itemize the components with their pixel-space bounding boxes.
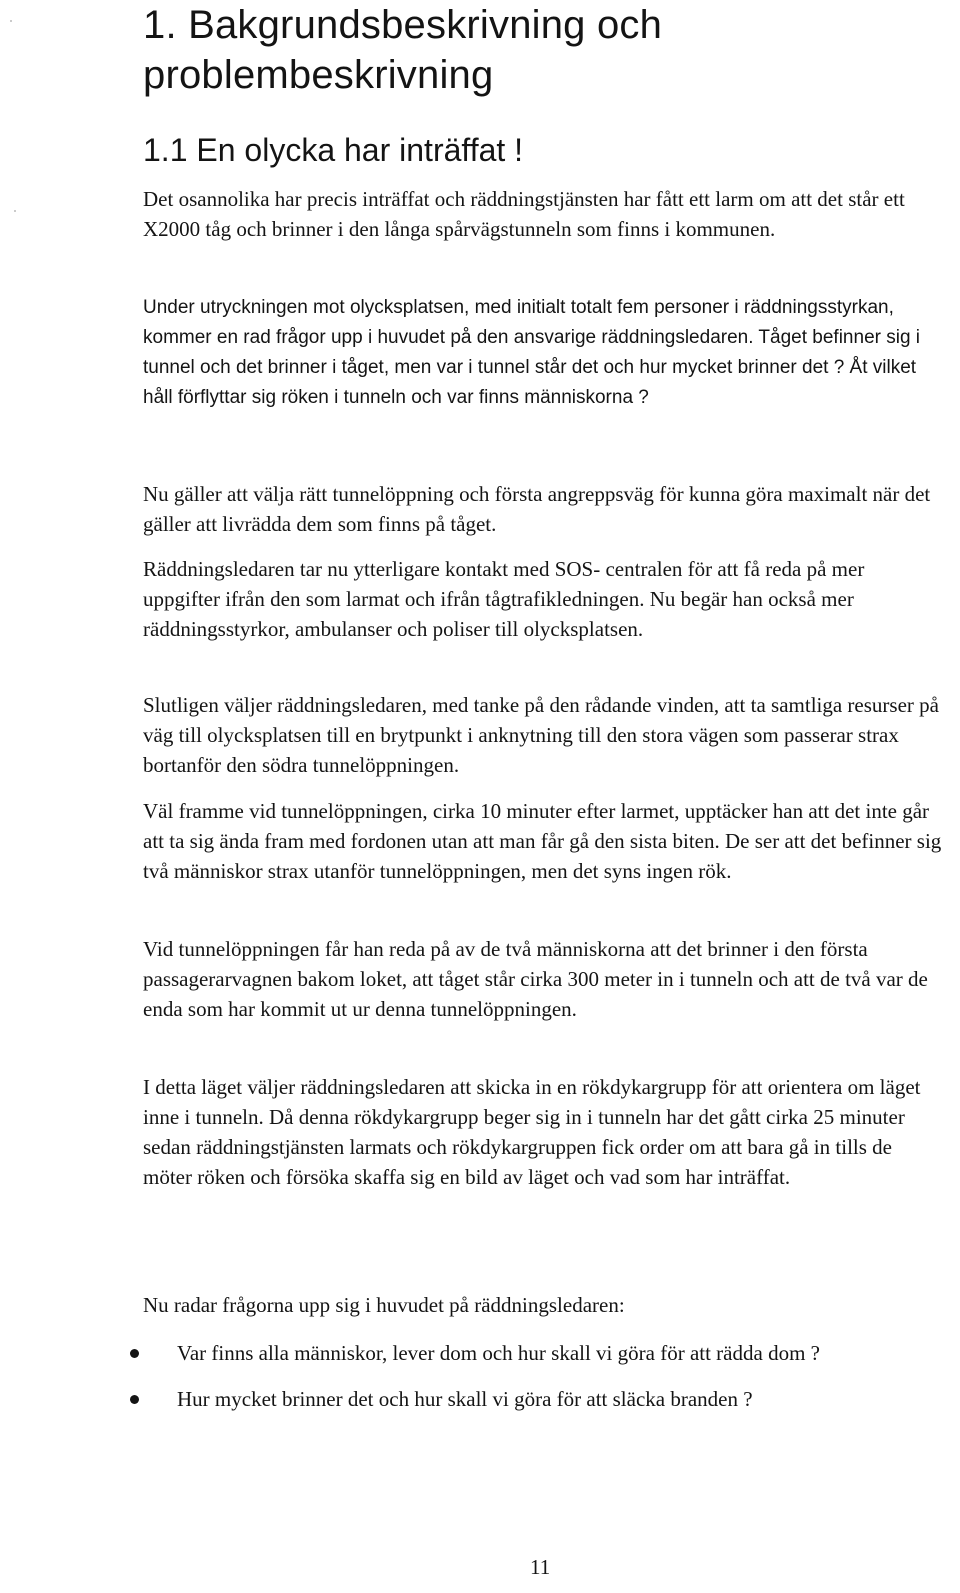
paragraph-framme: Väl framme vid tunnelöppningen, cirka 10 minuter efter larmet, upptäcker han att det inte går att ta sig ända fram med fordonen utan att man får gå den sista biten. De ser att det befinner sig två människor strax utanför tunnelöppningen, men det syns ingen rök. <box>143 799 942 883</box>
page-number: 11 <box>530 1555 551 1579</box>
paragraph-information: Vid tunnelöppningen får han reda på av de två människorna att det brinner i den första passagerarvagnen bakom loket, att tåget står cirka 300 meter in i tunneln och att de två var de enda som har kommit ut ur denna tunnelöppningen. <box>143 937 928 1021</box>
bullet-icon <box>130 1349 139 1358</box>
list-item <box>130 1338 920 1368</box>
scan-speck <box>10 20 12 22</box>
chapter-heading: 1. Bakgrundsbeskrivning och problembeskrivning <box>143 3 663 97</box>
paragraph-tunnelopening: Nu gäller att välja rätt tunnelöppning och första angreppsväg för kunna göra maximalt när det gäller att livrädda dem som finns på tåget. <box>143 482 931 536</box>
paragraph-utryckning: Under utryckningen mot olycksplatsen, med initialt totalt fem personer i räddningsstyrkan, kommer en rad frågor upp i huvudet på den ansvarige räddningsledaren. Tåget befinner sig i tunnel och det brinner i tåget, men var i tunnel står det och hur mycket brinner det ? Åt vilket håll förflyttar sig röken i tunneln och var finns människorna ? <box>143 297 921 408</box>
paragraph-sos: Räddningsledaren tar nu ytterligare kontakt med SOS- centralen för att få reda på mer uppgifter ifrån den som larmat och ifrån tågtrafikledningen. Nu begär han också mer räddningsstyrkor, ambulanser och poliser till olycksplatsen. <box>143 557 865 641</box>
section-heading: 1.1 En olycka har inträffat ! <box>143 132 524 168</box>
list-item-text: Var finns alla människor, lever dom och hur skall vi göra för att rädda dom ? <box>177 1341 820 1365</box>
paragraph-rokdykargrupp: I detta läget väljer räddningsledaren att skicka in en rökdykargrupp för att orientera om läget inne i tunneln. Då denna rökdykargrupp beger sig in i tunneln har det gått cirka 25 minuter sedan räddningstjänsten larmats och rökdykargruppen fick order om att bara gå in tills de möter röken och försöka skaffa sig en bild av läget och vad som har inträffat. <box>143 1075 921 1189</box>
list-item <box>130 1384 920 1414</box>
bullet-icon <box>130 1395 139 1404</box>
paragraph-fragor: Nu radar frågorna upp sig i huvudet på räddningsledaren: <box>143 1293 625 1317</box>
paragraph-brytpunkt: Slutligen väljer räddningsledaren, med tanke på den rådande vinden, att ta samtliga resurser på väg till olycksplatsen till en brytpunkt i anknytning till den stora vägen som passerar strax bortanför den södra tunnelöppningen. <box>143 693 939 777</box>
question-list <box>130 1338 920 1414</box>
scan-speck <box>14 210 16 212</box>
list-item-text: Hur mycket brinner det och hur skall vi göra för att släcka branden ? <box>177 1387 753 1411</box>
paragraph-intro: Det osannolika har precis inträffat och räddningstjänsten har fått ett larm om att det står ett X2000 tåg och brinner i den långa spårvägstunneln som finns i kommunen. <box>143 187 905 241</box>
